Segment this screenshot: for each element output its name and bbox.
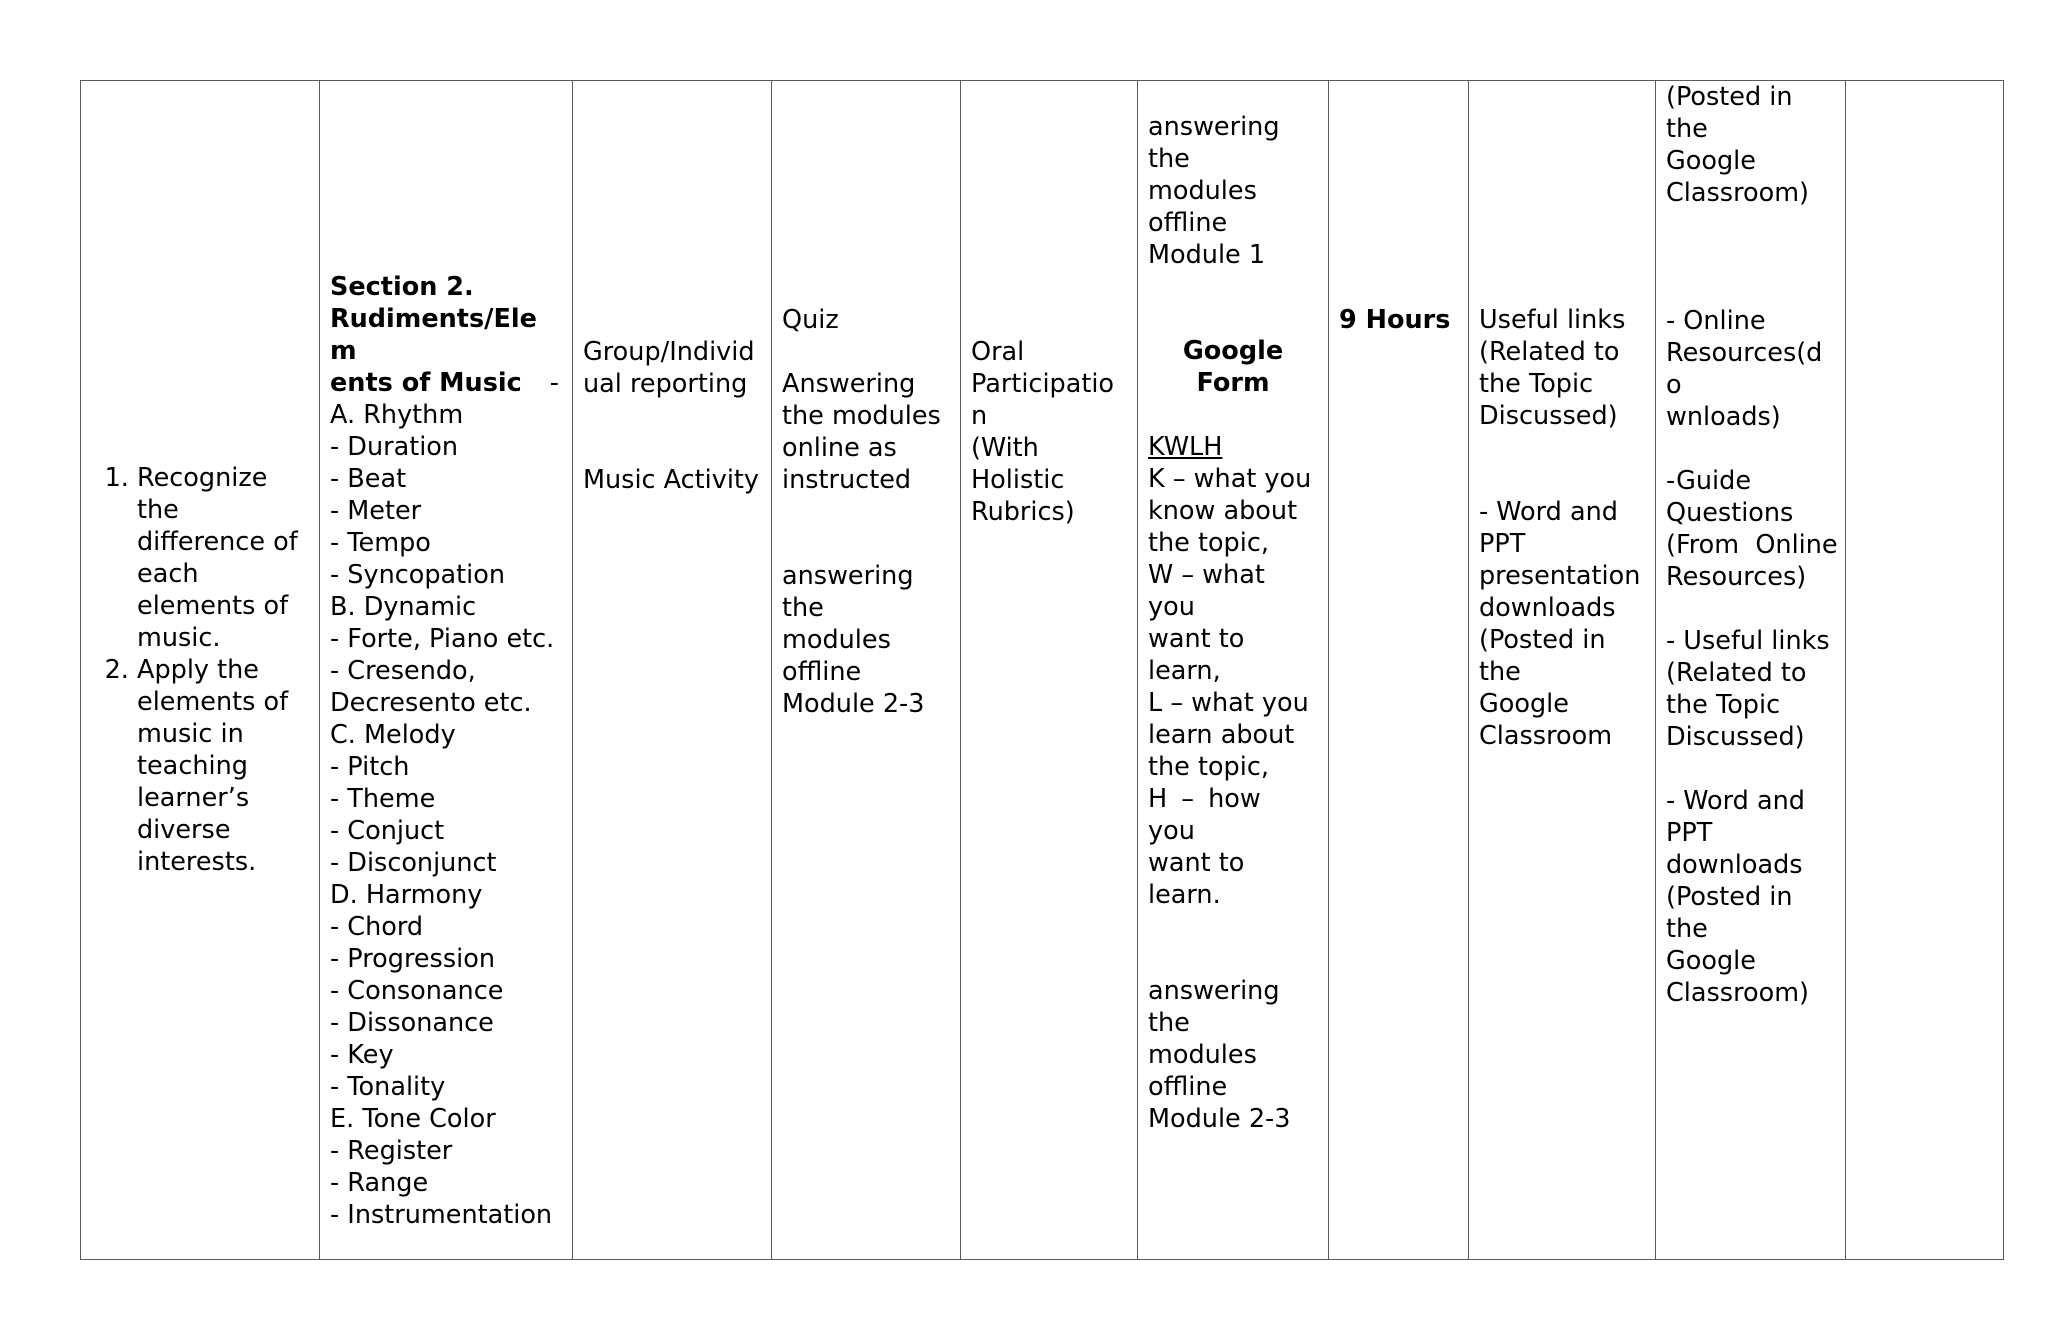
tools-line: answering the: [1148, 976, 1280, 1038]
resources-b-block: [1666, 81, 1838, 1009]
content-line: - Instrumentation: [330, 1200, 553, 1230]
resource-line: (Posted in the: [1666, 82, 1793, 144]
assessment-cell: [772, 81, 961, 1260]
kwlh-line: H – how you: [1148, 784, 1261, 846]
resource-line: -Guide: [1666, 466, 1752, 496]
assessment-line: answering the: [782, 561, 914, 623]
content-line: - Theme: [330, 784, 436, 814]
content-block: [330, 271, 562, 1231]
content-line: D. Harmony: [330, 880, 483, 910]
google-form-label: Form: [1196, 368, 1270, 398]
kwlh-line: learn about: [1148, 720, 1295, 750]
resource-line: PPT: [1479, 529, 1526, 559]
spacer: [1666, 593, 1835, 625]
resources-a-cell: [1469, 81, 1656, 1260]
assessment-line: modules: [782, 625, 891, 655]
kwlh-title: KWLH: [1148, 432, 1223, 462]
content-line: - Forte, Piano etc.: [330, 624, 555, 654]
resource-line: (Posted in the: [1666, 882, 1793, 944]
assessment-line: instructed: [782, 465, 912, 495]
activity-line: Group/Individ: [583, 337, 755, 367]
kwlh-line: W – what you: [1148, 560, 1265, 622]
participation-block: [971, 336, 1127, 528]
tools-line: modules: [1148, 1040, 1257, 1070]
participation-line: Holistic: [971, 465, 1065, 495]
assessment-line: the modules: [782, 401, 941, 431]
content-line: - Chord: [330, 912, 424, 942]
content-line: E. Tone Color: [330, 1104, 496, 1134]
assessment-line: Answering: [782, 369, 916, 399]
tools-line: offline: [1148, 208, 1228, 238]
activities-cell: [573, 81, 772, 1260]
tools-line: Module 1: [1148, 240, 1266, 270]
content-line: - Syncopation: [330, 560, 506, 590]
resource-line: Classroom: [1479, 721, 1613, 751]
assessment-quiz: Quiz: [782, 305, 839, 335]
content-line: B. Dynamic: [330, 592, 477, 622]
content-line: - Cresendo,: [330, 656, 476, 686]
content-cell: [320, 81, 573, 1260]
activity-line: Music Activity: [583, 465, 760, 495]
content-line: - Register: [330, 1136, 453, 1166]
resource-line: Resources(do: [1666, 338, 1823, 400]
resource-line: Classroom): [1666, 178, 1810, 208]
content-line: - Conjuct: [330, 816, 445, 846]
tools-line: Module 2-3: [1148, 1104, 1291, 1134]
remarks-cell: [1846, 81, 2004, 1260]
tools-line: answering the: [1148, 112, 1280, 174]
resource-line: Questions: [1666, 498, 1794, 528]
content-line: - Meter: [330, 496, 422, 526]
resource-line: - Useful links: [1666, 626, 1830, 656]
assessment-line: Module 2-3: [782, 689, 925, 719]
resource-line: - Word and: [1666, 786, 1805, 816]
participation-line: Rubrics): [971, 497, 1075, 527]
content-heading-line: ents of Music: [330, 368, 522, 398]
resource-line: downloads: [1666, 850, 1803, 880]
content-line: - Key: [330, 1040, 394, 1070]
resource-line: Google: [1666, 146, 1756, 176]
content-heading-dash: -: [549, 368, 559, 398]
kwlh-line: learn,: [1148, 656, 1221, 686]
tools-line: offline: [1148, 1072, 1228, 1102]
table-row: [81, 81, 2004, 1260]
content-line: - Consonance: [330, 976, 504, 1006]
assessment-line: offline: [782, 657, 862, 687]
resource-line: - Online: [1666, 306, 1766, 336]
objective-item: 2. Apply the elements of music in teaching learner’s diverse interests.: [137, 654, 309, 878]
participation-cell: [961, 81, 1138, 1260]
resource-line: PPT: [1666, 818, 1713, 848]
time-cell: [1329, 81, 1469, 1260]
spacer: [583, 400, 761, 464]
kwlh-line: the topic,: [1148, 752, 1269, 782]
content-line: - Tonality: [330, 1072, 446, 1102]
content-line: - Dissonance: [330, 1008, 494, 1038]
content-line: - Disconjunct: [330, 848, 497, 878]
content-line: - Pitch: [330, 752, 410, 782]
activity-line: ual reporting: [583, 369, 748, 399]
resources-b-cell: [1656, 81, 1846, 1260]
resource-line: Discussed): [1666, 722, 1805, 752]
assessment-block: [782, 304, 950, 720]
content-heading-line: Rudiments/Elem: [330, 304, 537, 366]
participation-line: (With: [971, 433, 1039, 463]
resource-line: the Topic: [1666, 690, 1781, 720]
kwlh-line: L – what you: [1148, 688, 1309, 718]
tools-line: modules: [1148, 176, 1257, 206]
resource-line: (Related to: [1666, 658, 1807, 688]
content-line: - Beat: [330, 464, 407, 494]
course-plan-table: [80, 80, 2004, 1260]
time-allotment: 9 Hours: [1339, 305, 1451, 335]
content-heading-line: Section 2.: [330, 272, 474, 302]
resource-line: downloads: [1479, 593, 1616, 623]
resource-line: Classroom): [1666, 978, 1810, 1008]
content-line: - Range: [330, 1168, 429, 1198]
spacer: [1479, 432, 1645, 496]
resource-line: wnloads): [1666, 402, 1781, 432]
activities-block: [583, 336, 761, 496]
resource-line: - Word and: [1479, 497, 1618, 527]
spacer: [782, 496, 950, 560]
kwlh-line: the topic,: [1148, 528, 1269, 558]
spacer: [1666, 753, 1835, 785]
resource-line: (Related to: [1479, 337, 1620, 367]
content-line: Decresento etc.: [330, 688, 532, 718]
resource-line: Resources): [1666, 562, 1807, 592]
content-line: - Progression: [330, 944, 495, 974]
participation-line: Oral: [971, 337, 1025, 367]
resource-line: Google: [1666, 946, 1756, 976]
resource-line: the Topic: [1479, 369, 1594, 399]
resources-a-block: [1479, 304, 1645, 752]
resource-line: (From Online: [1666, 530, 1838, 560]
participation-line: Participation: [971, 369, 1115, 431]
tools-cell: [1138, 81, 1329, 1260]
resource-line: presentation: [1479, 561, 1641, 591]
spacer: [1666, 433, 1835, 465]
kwlh-line: want to learn.: [1148, 848, 1245, 910]
content-line: C. Melody: [330, 720, 456, 750]
kwlh-line: know about: [1148, 496, 1298, 526]
objectives-cell: [81, 81, 320, 1260]
assessment-line: online as: [782, 433, 897, 463]
resource-line: (Posted in the: [1479, 625, 1606, 687]
spacer: [1666, 209, 1835, 273]
spacer: [782, 336, 950, 368]
content-heading-row: [330, 367, 562, 399]
tools-block: [1148, 111, 1318, 1135]
content-line: - Duration: [330, 432, 459, 462]
spacer: [1666, 273, 1835, 305]
spacer: [1148, 399, 1318, 431]
kwlh-line: K – what you: [1148, 464, 1312, 494]
content-line: - Tempo: [330, 528, 431, 558]
google-form-label: Google: [1182, 336, 1284, 366]
resource-line: Google: [1479, 689, 1569, 719]
kwlh-line: want to: [1148, 624, 1245, 654]
resource-line: Discussed): [1479, 401, 1618, 431]
spacer: [1148, 911, 1318, 975]
content-line: A. Rhythm: [330, 400, 464, 430]
spacer: [1148, 271, 1318, 335]
resource-line: Useful links: [1479, 305, 1626, 335]
objective-item: 1. Recognize the difference of each elements of music.: [137, 462, 309, 654]
objectives-list: [91, 462, 309, 878]
